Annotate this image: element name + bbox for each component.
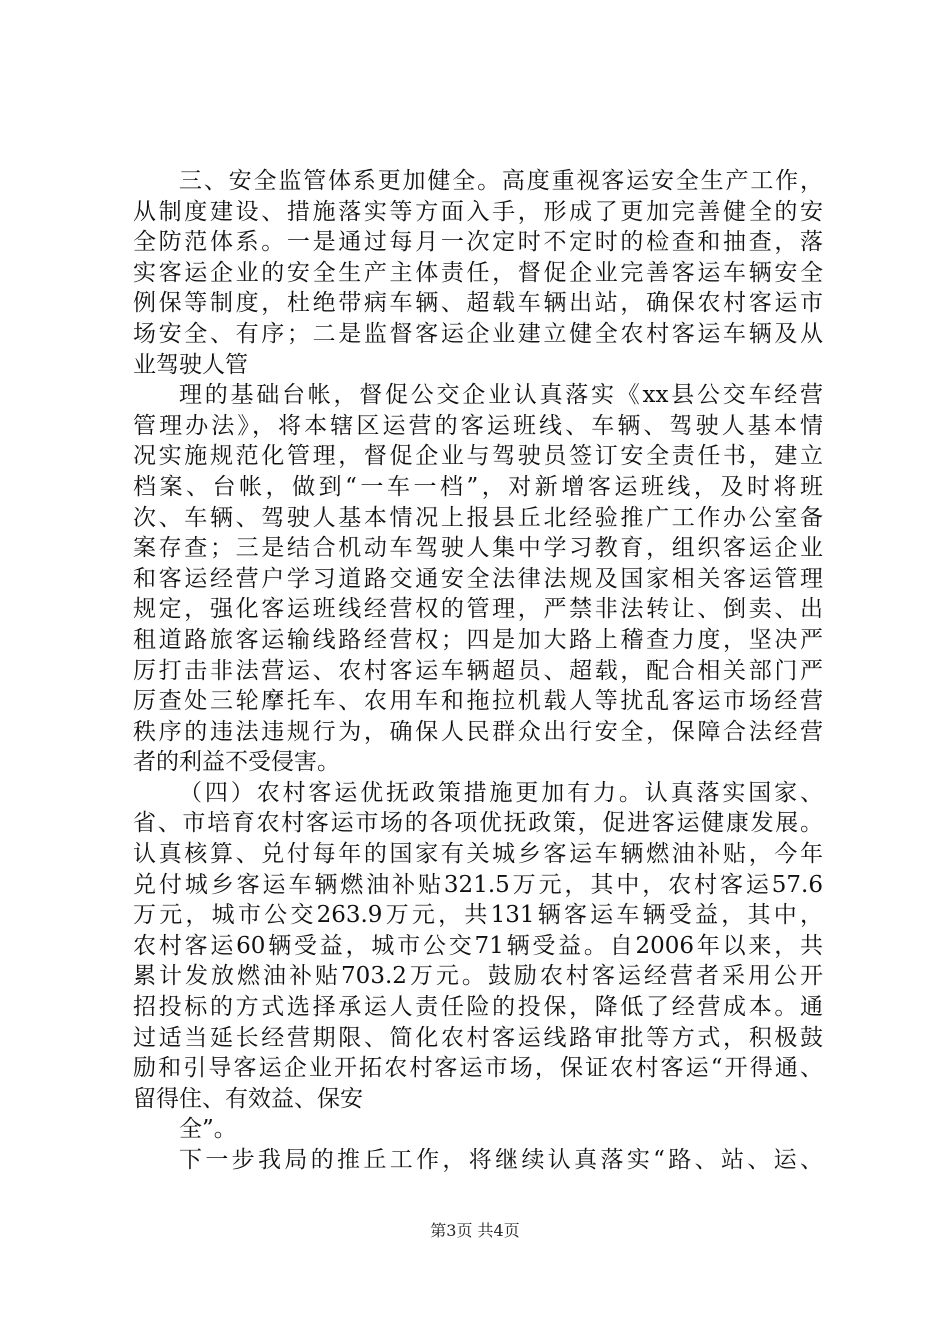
paragraph-line: 档案、台帐，做到“一车一档”，对新增客运班线，及时将班	[133, 473, 823, 500]
paragraph-line: 业驾驶人管	[133, 351, 248, 378]
paragraph-line: 三、安全监管体系更加健全。高度重视客运安全生产工作，	[179, 168, 823, 194]
paragraph-line: 次、车辆、驾驶人基本情况上报县丘北经验推广工作办公室备	[133, 504, 823, 531]
paragraph-line: 招投标的方式选择承运人责任险的投保，降低了经营成本。通	[133, 994, 823, 1021]
paragraph-line: 例保等制度，杜绝带病车辆、超载车辆出站，确保农村客运市	[133, 290, 823, 317]
paragraph-line: 租道路旅客运输线路经营权；四是加大路上稽查力度，坚决严	[133, 626, 823, 653]
paragraph-line: 实客运企业的安全生产主体责任，督促企业完善客运车辆安全	[133, 259, 823, 286]
paragraph-line: 者的利益不受侵害。	[133, 749, 340, 776]
paragraph-line: 过适当延长经营期限、简化农村客运线路审批等方式，积极鼓	[133, 1024, 823, 1051]
paragraph-line: 励和引导客运企业开拓农村客运市场，保证农村客运“开得通、	[133, 1055, 823, 1082]
paragraph-line: 秩序的违法违规行为，确保人民群众出行安全，保障合法经营	[133, 718, 823, 745]
paragraph-line: 全”。	[179, 1116, 237, 1143]
paragraph-line: 场安全、有序；二是监督客运企业建立健全农村客运车辆及从	[133, 320, 823, 347]
paragraph-line: 况实施规范化管理，督促企业与驾驶员签订安全责任书，建立	[133, 443, 823, 470]
paragraph-line: 厉打击非法营运、农村客运车辆超员、超载，配合相关部门严	[133, 657, 823, 684]
paragraph-line: 万元，城市公交263.9万元，共131辆客运车辆受益，其中，	[133, 902, 823, 929]
paragraph-line: 累计发放燃油补贴703.2万元。鼓励农村客运经营者采用公开	[133, 963, 823, 990]
paragraph-line: 全防范体系。一是通过每月一次定时不定时的检查和抽查，落	[133, 229, 823, 256]
paragraph-line: 农村客运60辆受益，城市公交71辆受益。自2006年以来，共	[133, 932, 823, 959]
paragraph-line: 留得住、有效益、保安	[133, 1085, 363, 1112]
paragraph-line: 案存查；三是结合机动车驾驶人集中学习教育，组织客运企业	[133, 535, 823, 562]
document-body	[133, 166, 823, 1176]
paragraph-line: 下一步我局的推丘工作，将继续认真落实“路、站、运、	[179, 1147, 823, 1173]
paragraph-line: 从制度建设、措施落实等方面入手，形成了更加完善健全的安	[133, 198, 823, 225]
paragraph-line: 理的基础台帐，督促公交企业认真落实《xx县公交车经营	[179, 382, 823, 409]
paragraph-line: 规定，强化客运班线经营权的管理，严禁非法转让、倒卖、出	[133, 596, 823, 623]
paragraph-line: 省、市培育农村客运市场的各项优抚政策，促进客运健康发展。	[133, 810, 823, 837]
page-footer: 第3页 共4页	[430, 1221, 520, 1240]
paragraph-line: 管理办法》，将本辖区运营的客运班线、车辆、驾驶人基本情	[133, 412, 823, 439]
paragraph-line: 认真核算、兑付每年的国家有关城乡客运车辆燃油补贴，今年	[133, 841, 823, 868]
paragraph-line: 和客运经营户学习道路交通安全法律法规及国家相关客运管理	[133, 565, 823, 592]
paragraph-line: （四）农村客运优抚政策措施更加有力。认真落实国家、	[179, 779, 823, 806]
paragraph-line: 兑付城乡客运车辆燃油补贴321.5万元，其中，农村客运57.6	[133, 871, 823, 898]
paragraph-line: 厉查处三轮摩托车、农用车和拖拉机载人等扰乱客运市场经营	[133, 688, 823, 715]
